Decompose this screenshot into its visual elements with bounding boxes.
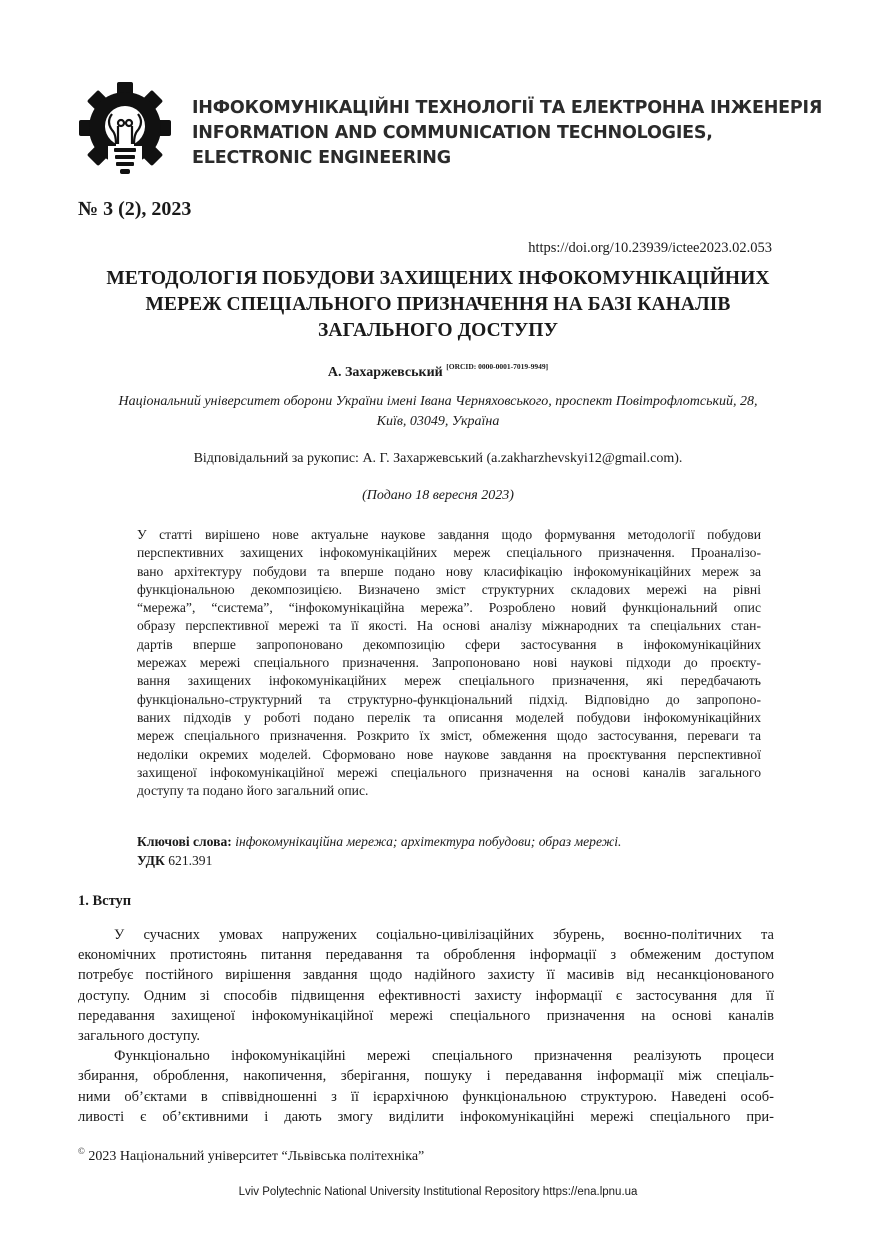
journal-title [192, 96, 832, 171]
body-text [78, 925, 774, 1127]
orcid[interactable]: [ORCID: 0000-0001-7019-9949] [446, 362, 549, 371]
body-line: потребує постійного вирішення завдання щодо надійного захисту її масивів від несанкціонованого [78, 967, 774, 984]
submission-date: (Подано 18 вересня 2023) [362, 488, 514, 503]
paper-title-line: МЕТОДОЛОГІЯ ПОБУДОВИ ЗАХИЩЕНИХ ІНФОКОМУНІКАЦІЙНИХ [106, 268, 770, 289]
abstract-line: недоліки окремих моделей. Сформовано нове наукове завдання на проєктування перспективної [137, 746, 761, 762]
abstract-line: ваних підходів у роботі подано перелік та описання моделей побудови інфокомунікаційних [137, 709, 761, 725]
abstract-line: захищеної інфокомунікаційної мережі спеціального призначення на основі каналів загального [137, 764, 761, 780]
abstract [137, 526, 761, 800]
body-line: ними об’єктами в співвідношенні з її ієрархічною функціональною структурою. Наведені особ- [78, 1088, 774, 1105]
abstract-line: образу перспективної мережі та її якості. На основі аналізу міжнародних та спеціальних стан- [137, 618, 761, 634]
body-line: загального доступу. [78, 1027, 200, 1044]
corresponding-author: Відповідальний за рукопис: А. Г. Захаржевський (a.zakharzhevskyi12@gmail.com). [193, 451, 683, 466]
abstract-line: функціональною декомпозицією. Визначено зміст структурних складових мережі на рівні [137, 581, 761, 597]
abstract-line: функціонально-структурний та структурно-функціональний підхід. Відповідно до запропоно- [137, 691, 761, 707]
body-line: доступу. Одним зі способів підвищення ефективності захисту інформації є застосування для її [78, 987, 774, 1004]
journal-logo [78, 82, 172, 180]
paper-title-line: ЗАГАЛЬНОГО ДОСТУПУ [318, 320, 558, 341]
abstract-line: дартів вперше запропоновано декомпозицію сфери застосування в інфокомунікаційних [137, 636, 761, 652]
gear-lightbulb-icon [78, 82, 172, 180]
author-name: А. Захаржевський [327, 365, 443, 380]
keywords-label: Ключові слова: [137, 834, 232, 849]
issue-number: № 3 (2), 2023 [78, 198, 192, 220]
doi-link[interactable]: https://doi.org/10.23939/ictee2023.02.053 [528, 240, 772, 256]
body-line: економічних протистоянь питання передавання та оброблення інформації з обмеженим доступом [78, 947, 774, 964]
body-line: Функціонально інфокомунікаційні мережі спеціального призначення реалізують процеси [114, 1048, 774, 1065]
author [0, 362, 876, 381]
abstract-line: мережах мережі спеціального призначення. Запропоновано нові наукові підходи до проєкту- [137, 655, 761, 671]
journal-title-line: ELECTRONIC ENGINEERING [192, 148, 451, 168]
affiliation [90, 392, 786, 432]
journal-title-line: ІНФОКОМУНІКАЦІЙНІ ТЕХНОЛОГІЇ ТА ЕЛЕКТРОННА ІНЖЕНЕРІЯ [192, 98, 823, 118]
abstract-line: мереж спеціального призначення. Розкрито їх зміст, обмеження щодо застосування, переваги та [137, 728, 761, 744]
paper-title [60, 266, 816, 344]
abstract-line: “мережа”, “система”, “інфокомунікаційна мережа”. Розроблено новий функціональний опис [137, 600, 761, 616]
body-line: збирання, оброблення, накопичення, зберігання, пошуку і передавання інформації між спеціаль- [78, 1068, 774, 1085]
abstract-line: перспективних захищених інфокомунікаційних мереж спеціального призначення. Проаналізо- [137, 545, 761, 561]
body-line: передавання захищеної інфокомунікаційної мережі спеціального призначення на основі каналів [78, 1007, 774, 1024]
udc-code: 621.391 [168, 853, 213, 868]
abstract-line: вано архітектуру побудови та вперше подано нову класифікацію інфокомунікаційних мереж за [137, 563, 761, 579]
journal-title-line: INFORMATION AND COMMUNICATION TECHNOLOGIES, [192, 123, 713, 143]
keywords-block [137, 832, 777, 870]
section-heading: 1. Вступ [78, 893, 132, 909]
udc-label: УДК [137, 853, 165, 868]
repository-footer: Lviv Polytechnic National University Institutional Repository https://ena.lpnu.ua [238, 1186, 638, 1198]
paper-title-line: МЕРЕЖ СПЕЦІАЛЬНОГО ПРИЗНАЧЕННЯ НА БАЗІ КАНАЛІВ [145, 294, 731, 315]
copyright-text: 2023 Національний університет “Львівська політехніка” [88, 1149, 425, 1164]
body-line: У сучасних умовах напружених соціально-цивілізаційних збурень, воєнно-політичних та [114, 927, 774, 943]
affiliation-line: Київ, 03049, Україна [376, 414, 500, 429]
keywords: інфокомунікаційна мережа; архітектура побудови; образ мережі. [235, 834, 622, 849]
abstract-line: У статті вирішено нове актуальне наукове завдання щодо формування методології побудови [137, 527, 761, 542]
body-line: ливості є об’єктивними і дають змогу виділити інфокомунікаційні мережі спеціального при- [78, 1108, 774, 1125]
copyright [78, 1146, 424, 1165]
abstract-line: вання захищених інфокомунікаційних мереж спеціального призначення, які передбачають [137, 673, 761, 689]
copyright-symbol: © [78, 1146, 85, 1156]
affiliation-line: Національний університет оборони України імені Івана Черняховського, проспект Повітрофлотський, 28, [118, 394, 758, 409]
abstract-line: доступу та подано його загальний опис. [137, 783, 369, 799]
